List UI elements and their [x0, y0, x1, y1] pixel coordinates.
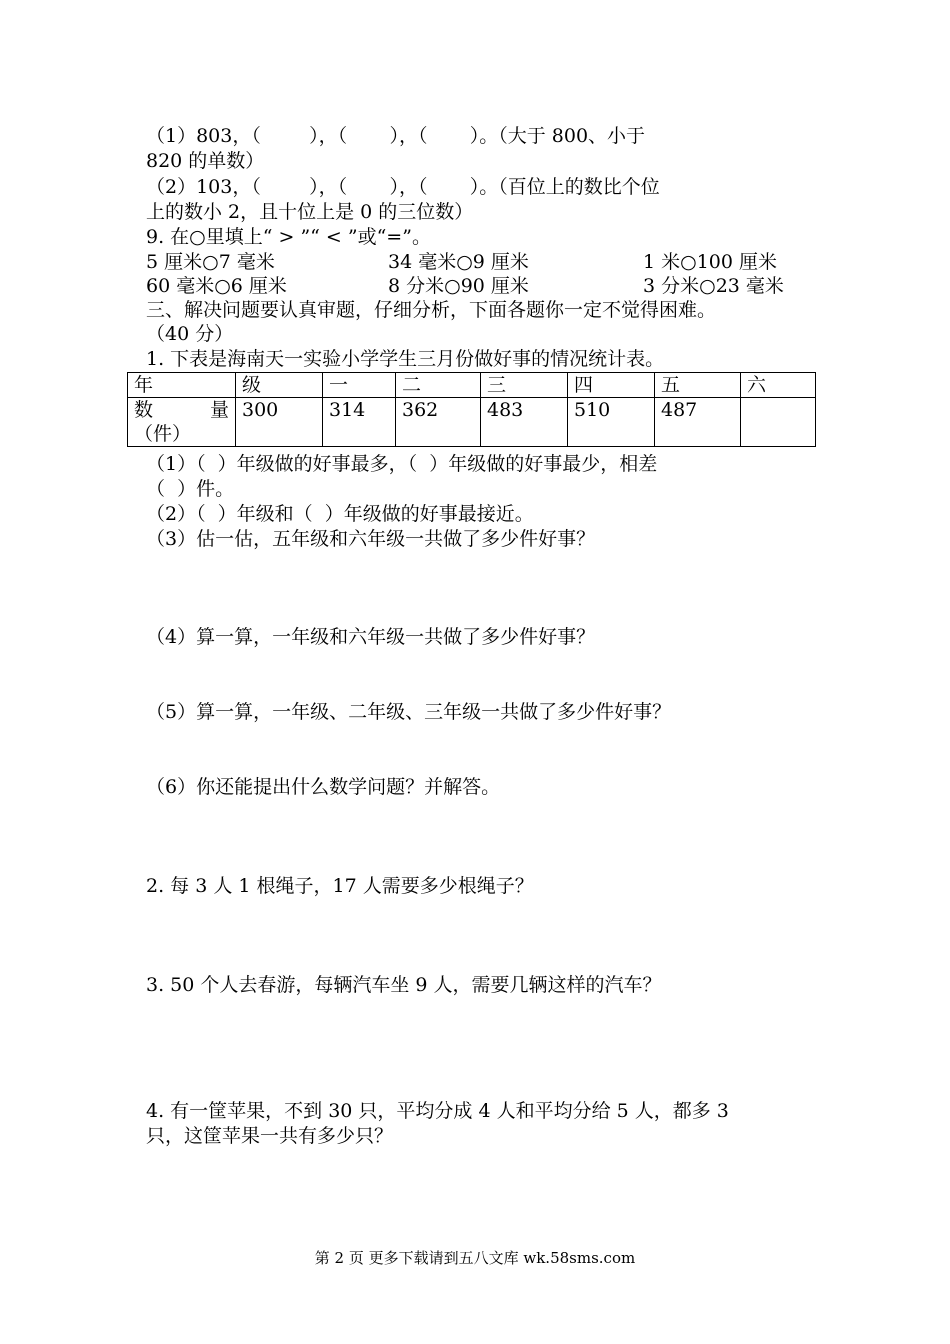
- table-header-cell: [655, 373, 741, 398]
- grade-5: 五: [661, 374, 681, 396]
- table-header-cell: [396, 373, 481, 398]
- q8-part2-line2: 上的数小 2，且十位上是 0 的三位数）: [146, 201, 474, 223]
- q9-title: 9. 在○里填上“ > ”“ < ”或“=”。: [146, 226, 431, 248]
- table-header-cell: [323, 373, 396, 398]
- problem1-sub6: （6）你还能提出什么数学问题？并解答。: [146, 776, 501, 798]
- problem1-sub4: （4）算一算，一年级和六年级一共做了多少件好事？: [146, 626, 596, 648]
- problem1-sub1-line1: （1）（ ）年级做的好事最多，（ ）年级做的好事最少，相差: [146, 453, 658, 475]
- page-footer: 第 2 页 更多下载请到五八文库 wk.58sms.com: [314, 1249, 636, 1267]
- table-header-cell: [741, 373, 816, 398]
- problem2: 2. 每 3 人 1 根绳子，17 人需要多少根绳子？: [146, 875, 534, 897]
- row-label-unit: （件）: [134, 423, 192, 445]
- table-header-cell: [128, 373, 236, 398]
- stats-table: [127, 372, 816, 447]
- table-header-cell: [481, 373, 568, 398]
- problem1-sub3: （3）估一估，五年级和六年级一共做了多少件好事？: [146, 528, 596, 550]
- grade-3: 三: [487, 374, 507, 396]
- table-cell: 314: [323, 398, 396, 447]
- table-row: [128, 398, 816, 447]
- q9-item-r1c2: 34 毫米○9 厘米: [388, 251, 529, 273]
- table-header-grade: 年: [134, 374, 154, 396]
- table-header-cell: [568, 373, 655, 398]
- problem1-intro: 1. 下表是海南天一实验小学学生三月份做好事的情况统计表。: [146, 348, 665, 370]
- grade-2: 二: [402, 374, 422, 396]
- q9-item-r2c2: 8 分米○90 厘米: [388, 275, 529, 297]
- problem4-line1: 4. 有一筐苹果，不到 30 只，平均分成 4 人和平均分给 5 人，都多 3: [146, 1100, 729, 1122]
- table-header-grade-suffix: 级: [242, 374, 262, 396]
- section3-heading: 三、解决问题要认真审题，仔细分析，下面各题你一定不觉得困难。: [146, 299, 717, 321]
- problem1-sub1-line2: （ ）件。: [146, 478, 235, 500]
- q8-part1-line2: 820 的单数）: [146, 150, 265, 172]
- table-cell: 300: [236, 398, 323, 447]
- table-cell: [741, 398, 816, 447]
- table-row: [128, 373, 816, 398]
- table-header-cell: [236, 373, 323, 398]
- q9-item-r2c3: 3 分米○23 毫米: [643, 275, 784, 297]
- problem3: 3. 50 个人去春游，每辆汽车坐 9 人，需要几辆这样的汽车？: [146, 974, 662, 996]
- problem4-line2: 只，这筐苹果一共有多少只？: [146, 1125, 394, 1147]
- q9-item-r1c1: 5 厘米○7 毫米: [146, 251, 275, 273]
- problem1-sub2: （2）（ ）年级和（ ）年级做的好事最接近。: [146, 503, 534, 525]
- section3-points: （40 分）: [146, 323, 234, 345]
- q9-item-r1c3: 1 米○100 厘米: [643, 251, 778, 273]
- row-label-part-b: 量: [209, 399, 229, 421]
- grade-6: 六: [747, 374, 767, 396]
- grade-1: 一: [329, 374, 349, 396]
- problem1-sub5: （5）算一算，一年级、二年级、三年级一共做了多少件好事？: [146, 701, 672, 723]
- row-label-part-a: 数: [134, 399, 154, 421]
- table-cell: 362: [396, 398, 481, 447]
- q8-part2-line1: （2）103，（ ），（ ），（ ）。（百位上的数比个位: [146, 176, 660, 198]
- table-cell: 487: [655, 398, 741, 447]
- q8-part1-line1: （1）803，（ ），（ ），（ ）。（大于 800、小于: [146, 125, 646, 147]
- grade-4: 四: [574, 374, 594, 396]
- row-label-top: [134, 398, 229, 422]
- table-row-label: [128, 398, 236, 447]
- q9-item-r2c1: 60 毫米○6 厘米: [146, 275, 287, 297]
- table-cell: 483: [481, 398, 568, 447]
- table-cell: 510: [568, 398, 655, 447]
